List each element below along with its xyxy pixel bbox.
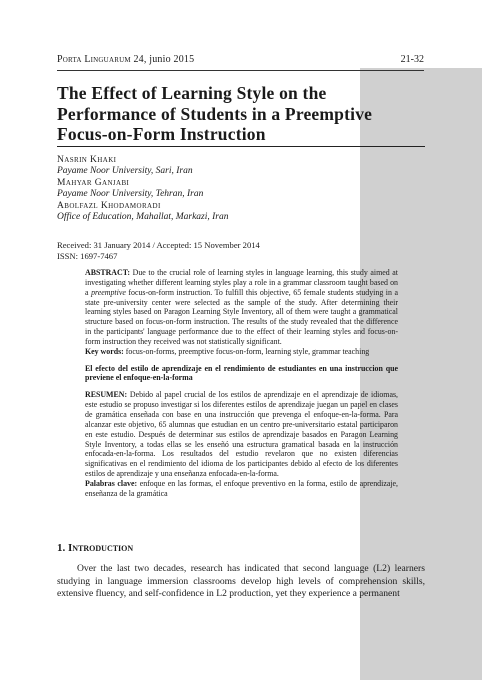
page-range: 21-32 bbox=[400, 54, 424, 65]
spanish-title: El efecto del estilo de aprendizaje en el rendimiento de estudiantes en una instruccion que previene el enfoque-en-la-forma bbox=[85, 363, 398, 383]
abstract-italic-term: preemptive bbox=[91, 287, 126, 297]
spanish-abstract bbox=[85, 390, 398, 498]
english-abstract bbox=[85, 268, 398, 357]
author-name: Nasrin Khaki bbox=[57, 155, 117, 165]
author-affiliation: Payame Noor University, Sari, Iran bbox=[57, 166, 193, 177]
abstract-paragraph bbox=[85, 268, 398, 347]
author-affiliation: Payame Noor University, Tehran, Iran bbox=[57, 189, 204, 200]
author-affiliation: Office of Education, Mahallat, Markazi, Iran bbox=[57, 212, 229, 223]
section-number: 1. bbox=[57, 542, 66, 554]
journal-header bbox=[57, 54, 194, 65]
author-name: Abolfazl Khodamoradi bbox=[57, 200, 161, 211]
resumen-text: Debido al papel crucial de los estilos de aprendizaje en el aprendizaje de idiomas, este estudio se propuso investigar si los diferentes estilos de aprendizaje juegan un papel en clases de gramática enseñada con base en una instrucción que prevenga el enfoque-en-la-forma. Para alcanzar este objetivo, 65 alumnas que estudian en un centro pre-universitario estatal participaron en este estudio. Después de determinar sus estilos de aprendizaje basados en Paragon Learning Style Inventory, a todas ellas se les enseñó una estructura gramatical basada en la instrucción enfocada-en-la-forma. Los resultados del estudio revelaron que no existen diferencias significativas en el rendimiento del idioma de los participantes debido al efecto de los diferentes estilos de aprendizaje y una enseñanza enfocada-en-la-forma. bbox=[85, 390, 398, 479]
abstract-section bbox=[85, 268, 398, 499]
author-name: Mahyar Ganjabi bbox=[57, 177, 130, 188]
abstract-label: ABSTRACT: bbox=[85, 268, 131, 277]
section-heading bbox=[57, 542, 133, 554]
abstract-text: focus-on-form instruction. To fulfill this objective, 65 female students studying in a state pre-university center were selected as the sample of the study. After determining their learning styles based on Paragon Learning Style Inventory, all of them were taught a grammatical structure based on focus-on-form instruction. The results of the study revealed that the difference in the participants' language performance due to the effect of their learning styles and focus-on-form instruction they received was not statistically significant. bbox=[85, 287, 398, 346]
palabras-paragraph bbox=[85, 479, 398, 499]
abstract-text: Due to the crucial role of learning styles in language learning, this study aimed at investigating whether different learning styles play a role in a grammar classroom taught based on a bbox=[85, 268, 398, 297]
palabras-label: Palabras clave: bbox=[85, 478, 138, 488]
section-title: Introduction bbox=[68, 542, 134, 554]
journal-name: Porta Linguarum bbox=[57, 54, 131, 65]
keywords-label: Key words: bbox=[85, 346, 124, 356]
palabras-text: enfoque en las formas, el enfoque preventivo en la forma, estilo de aprendizaje, enseñanza de la gramática bbox=[85, 478, 398, 498]
keywords-paragraph bbox=[85, 347, 398, 357]
issn: ISSN: 1697-7467 bbox=[57, 250, 118, 261]
author-list bbox=[57, 155, 357, 223]
received-accepted: Received: 31 January 2014 / Accepted: 15 November 2014 bbox=[57, 240, 260, 250]
header-divider bbox=[57, 70, 424, 71]
keywords-text: focus-on-forms, preemptive focus-on-form, learning style, grammar teaching bbox=[125, 346, 370, 356]
spanish-title-block bbox=[85, 364, 398, 384]
introduction-paragraph: Over the last two decades, research has indicated that second language (L2) learners studying in language immersion classrooms develop high levels of comprehension skills, extensive fluency, and self-confidence in L2 production, yet they experience a permanent bbox=[57, 563, 425, 600]
resumen-label: RESUMEN: bbox=[85, 390, 128, 400]
article-title: The Effect of Learning Style on the Performance of Students in a Preemptive Focus-on-Form Instruction bbox=[57, 83, 373, 144]
journal-issue: 24, junio 2015 bbox=[133, 54, 195, 65]
publication-dates bbox=[57, 240, 260, 261]
title-divider bbox=[57, 146, 425, 147]
resumen-paragraph bbox=[85, 390, 398, 479]
